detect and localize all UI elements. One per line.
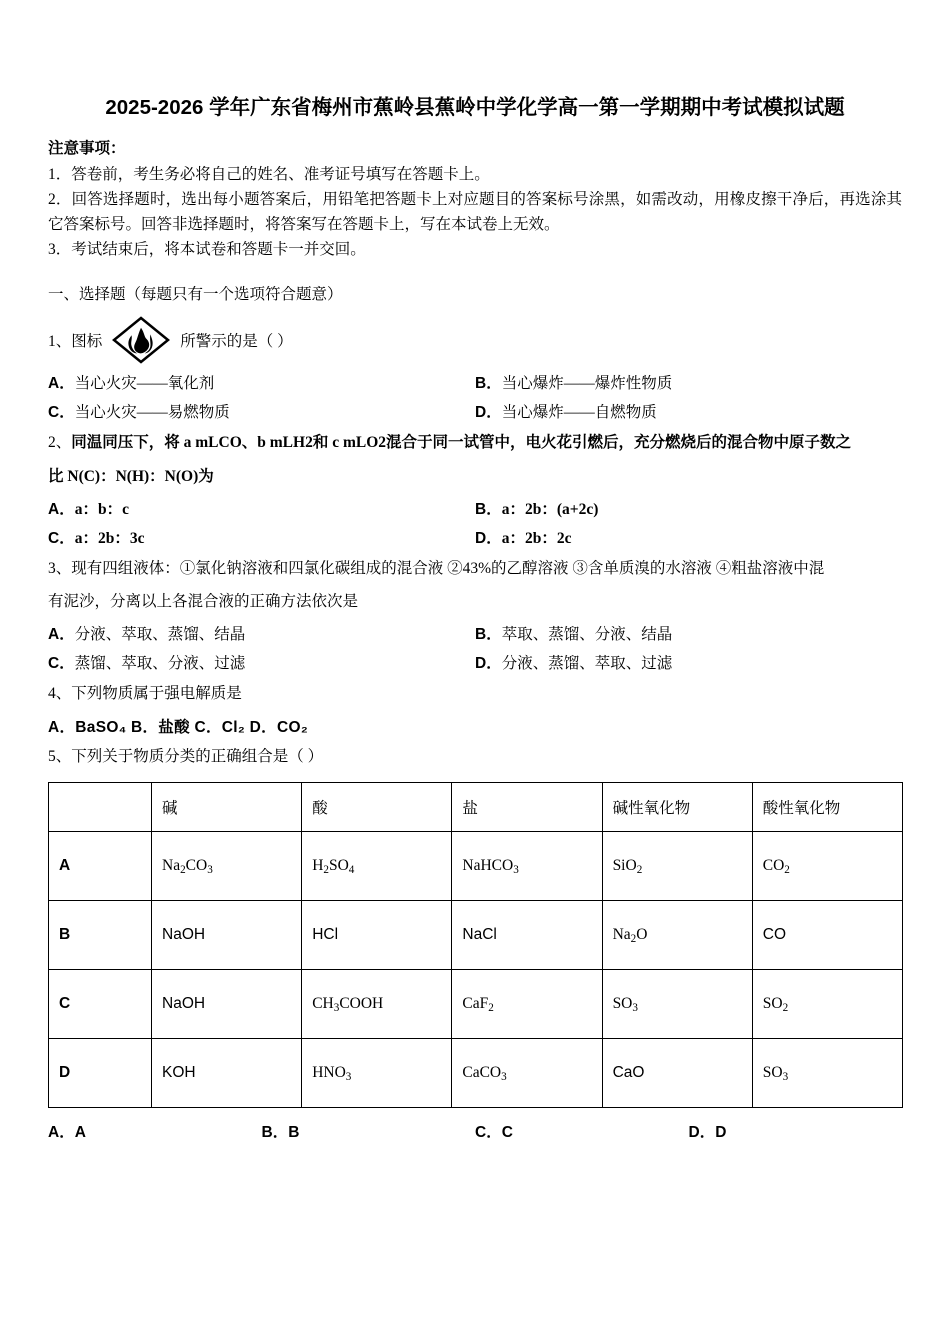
- option-label: C．: [48, 654, 75, 672]
- table-row: [49, 1039, 903, 1108]
- option-text: a：2b：3c: [74, 529, 145, 547]
- question-3-number: 3、: [48, 559, 72, 577]
- option-label: A．: [48, 375, 75, 393]
- question-4-number: 4、: [48, 684, 72, 702]
- cell-c-acidic-oxide: $SO_2$: [752, 970, 902, 1039]
- question-2-option-b[interactable]: [475, 497, 902, 519]
- row-label-c: C: [49, 970, 152, 1039]
- classification-table: [48, 782, 903, 1108]
- question-5-option-a[interactable]: A．A: [48, 1124, 86, 1142]
- question-4-stem: [48, 680, 902, 707]
- option-label: D．: [475, 404, 502, 422]
- question-2-option-d[interactable]: [475, 526, 902, 548]
- table-row: [49, 970, 903, 1039]
- question-1-stem-after: 所警示的是（ ）: [180, 333, 293, 351]
- table-header-row: [49, 783, 903, 832]
- question-3-option-c[interactable]: [48, 651, 475, 673]
- question-3-stem-line-2: [48, 588, 902, 615]
- table-row: [49, 832, 903, 901]
- option-text: 当心火灾——易燃物质: [74, 404, 230, 422]
- question-5-number: 5、: [48, 748, 72, 766]
- option-label: B．: [475, 375, 502, 393]
- question-3-options-row-1: [48, 622, 902, 644]
- question-5-option-c[interactable]: C．C: [475, 1124, 513, 1142]
- question-1-options-row-2: [48, 400, 902, 422]
- option-text: 当心爆炸——自燃物质: [501, 404, 657, 422]
- question-2-option-c[interactable]: [48, 526, 475, 548]
- table-header-blank: [49, 783, 152, 832]
- notice-line-3: 3．考试结束后，将本试卷和答题卡一并交回。: [48, 241, 366, 259]
- option-label: D．: [475, 529, 502, 547]
- option-text: 当心爆炸——爆炸性物质: [501, 375, 673, 393]
- cell-b-acidic-oxide: CO: [752, 901, 902, 970]
- question-1-option-b[interactable]: [475, 371, 902, 393]
- cell-d-basic-oxide: CaO: [602, 1039, 752, 1108]
- cell-b-acid: HCl: [302, 901, 452, 970]
- question-2-options-row-2: [48, 526, 902, 548]
- question-1-stem-before: 图标: [71, 333, 103, 351]
- option-text: 分液、蒸馏、萃取、过滤: [501, 654, 673, 672]
- row-label-d: D: [49, 1039, 152, 1108]
- table-header-basic-oxide: 碱性氧化物: [602, 783, 752, 832]
- page-title: 2025-2026 学年广东省梅州市蕉岭县蕉岭中学化学高一第一学期期中考试模拟试题: [105, 96, 845, 119]
- question-2-stem-line-1: [48, 429, 902, 456]
- cell-c-base: NaOH: [152, 970, 302, 1039]
- question-2-text-1: 同温同压下，将 a mLCO、b mLH2和 c mLO2混合于同一试管中，电火花引燃后，充分燃烧后的混合物中原子数之: [71, 434, 852, 452]
- question-2-text-2: 比 N(C)：N(H)：N(O)为: [48, 467, 214, 485]
- question-5-stem: [48, 743, 902, 770]
- question-3-option-b[interactable]: [475, 622, 902, 644]
- question-5-answer-options: [48, 1120, 902, 1142]
- question-3-option-d[interactable]: [475, 651, 902, 673]
- option-text: 蒸馏、萃取、分液、过滤: [74, 654, 246, 672]
- question-1-number: 1、: [48, 333, 72, 351]
- cell-a-basic-oxide: SiO$_2$: [602, 832, 752, 901]
- question-4-inline-options[interactable]: A．BaSO₄ B．盐酸 C．Cl₂ D．CO₂: [48, 719, 309, 737]
- cell-b-base: NaOH: [152, 901, 302, 970]
- table-header-acid: 酸: [302, 783, 452, 832]
- question-1-options-row-1: [48, 371, 902, 393]
- question-3-stem-line-1: [48, 555, 902, 582]
- option-text: 萃取、蒸馏、分液、结晶: [501, 625, 673, 643]
- option-label: B．: [475, 500, 502, 518]
- cell-a-acidic-oxide: $CO_2$: [752, 832, 902, 901]
- cell-b-basic-oxide: $Na_2O$: [602, 901, 752, 970]
- option-label: A．: [48, 500, 75, 518]
- cell-a-acid: $H_2SO_4$: [302, 832, 452, 901]
- question-1: [48, 316, 902, 364]
- question-2-option-a[interactable]: [48, 497, 475, 519]
- question-3-text-2: 有泥沙，分离以上各混合液的正确方法依次是: [48, 592, 359, 610]
- question-5-text: 下列关于物质分类的正确组合是（ ）: [71, 748, 324, 766]
- table-row: [49, 901, 903, 970]
- cell-a-salt: NaHCO$_3$: [452, 832, 602, 901]
- section-heading: 一、选择题（每题只有一个选项符合题意）: [48, 286, 343, 304]
- cell-a-base: $Na_2CO_3$: [152, 832, 302, 901]
- cell-b-salt: NaCl: [452, 901, 602, 970]
- table-header-base: 碱: [152, 783, 302, 832]
- question-2-options-row-1: [48, 497, 902, 519]
- question-1-option-a[interactable]: [48, 371, 475, 393]
- cell-d-acid: $HNO_3$: [302, 1039, 452, 1108]
- option-text: a：2b：(a+2c): [501, 500, 599, 518]
- cell-c-acid: $CH_3COOH$: [302, 970, 452, 1039]
- option-label: B．: [475, 625, 502, 643]
- question-1-option-c[interactable]: [48, 400, 475, 422]
- cell-c-salt: CaF$_2$: [452, 970, 602, 1039]
- option-text: a：b：c: [74, 500, 129, 518]
- option-text: a：2b：2c: [501, 529, 572, 547]
- option-text: 当心火灾——氧化剂: [74, 375, 215, 393]
- question-5-option-b[interactable]: B．B: [261, 1124, 300, 1142]
- question-4-text: 下列物质属于强电解质是: [71, 684, 242, 702]
- question-3-text-1: 现有四组液体：①氯化钠溶液和四氯化碳组成的混合液 ②43%的乙醇溶液 ③含单质溴的水溶液 ④粗盐溶液中混: [71, 559, 825, 577]
- row-label-a: A: [49, 832, 152, 901]
- notice-heading: 注意事项：: [48, 140, 126, 157]
- table-header-acidic-oxide: 酸性氧化物: [752, 783, 902, 832]
- option-label: D．: [475, 654, 502, 672]
- notice-line-1: 1．答卷前，考生务必将自己的姓名、准考证号填写在答题卡上。: [48, 166, 490, 183]
- row-label-b: B: [49, 901, 152, 970]
- question-2-number: 2、: [48, 434, 72, 452]
- table-header-salt: 盐: [452, 783, 602, 832]
- cell-d-acidic-oxide: $SO_3$: [752, 1039, 902, 1108]
- question-5-option-d[interactable]: D．D: [688, 1124, 727, 1142]
- question-1-option-d[interactable]: [475, 400, 902, 422]
- option-label: A．: [48, 625, 75, 643]
- option-label: C．: [48, 529, 75, 547]
- flame-hazard-diamond-icon: [112, 316, 170, 364]
- cell-d-salt: CaCO$_3$: [452, 1039, 602, 1108]
- option-text: 分液、萃取、蒸馏、结晶: [74, 625, 246, 643]
- option-label: C．: [48, 404, 75, 422]
- question-3-options-row-2: [48, 651, 902, 673]
- question-3-option-a[interactable]: [48, 622, 475, 644]
- cell-c-basic-oxide: $SO_3$: [602, 970, 752, 1039]
- question-2-stem-line-2: [48, 463, 902, 490]
- cell-d-base: KOH: [152, 1039, 302, 1108]
- notice-line-2: 2．回答选择题时，选出每小题答案后，用铅笔把答题卡上对应题目的答案标号涂黑，如需改动，用橡皮擦干净后，再选涂其它答案标号。回答非选择题时，将答案写在答题卡上，写在本试卷上无效。: [48, 191, 902, 234]
